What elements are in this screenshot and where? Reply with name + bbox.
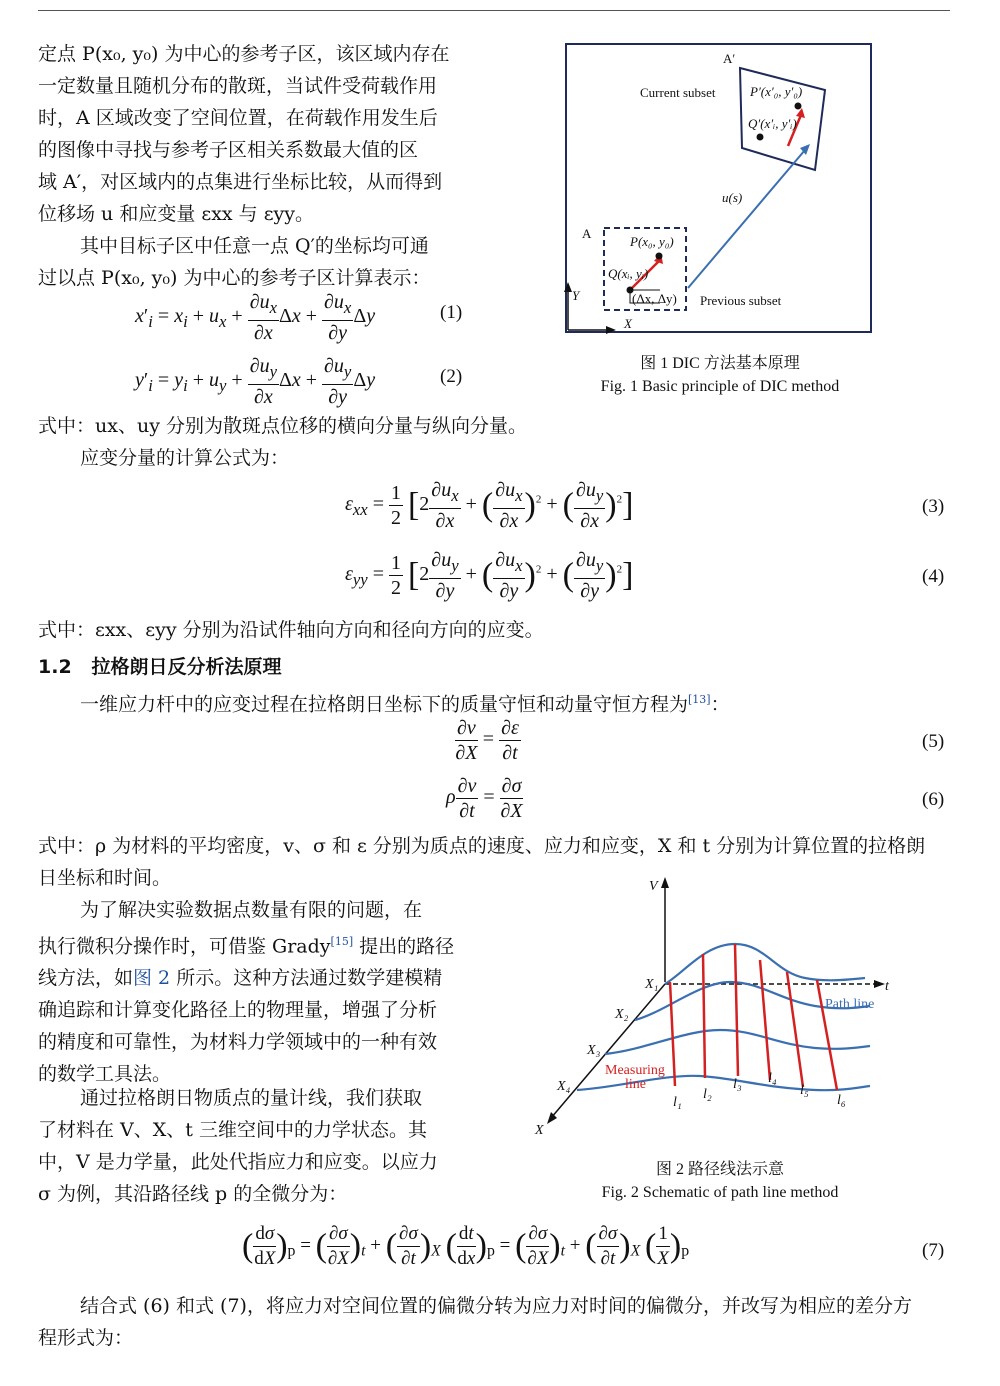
figure-1-caption-en: Fig. 1 Basic principle of DIC method [600,378,840,395]
text-span: 执行微积分操作时，可借鉴 Grady [38,935,331,958]
measuring-line-3 [735,944,738,1076]
paragraph-1 [38,38,468,230]
label-previous-subset: Previous subset [700,293,782,308]
label-Q: Q(xᵢ, yᵢ) [608,266,649,281]
figure-2-caption-en: Fig. 2 Schematic of path line method [601,1184,839,1201]
text-line: 通过拉格朗日物质点的量计线，我们获取 [80,1087,423,1109]
text-line: 中，V 是力学量，此处代指应力和应变。以应力 [38,1151,438,1173]
axis-X-label: X [624,316,632,331]
v-axis-arrow [661,877,669,888]
label-X1: X₁ [645,977,659,992]
displacement-vector [688,150,805,288]
text-line: 过以点 P(x₀, y₀) 为中心的参考子区计算表示： [38,267,431,289]
label-l5: l₅ [800,1083,809,1098]
text-line: σ 为例，其沿路径线 p 的全微分为： [38,1183,348,1205]
text-line: 式中：ρ 为材料的平均密度，v、σ 和 ε 分别为质点的速度、应力和应变，X 和 t 分别为计算位置的拉格朗 [38,835,926,857]
point-P-prime [795,103,802,110]
paragraph-8 [38,894,478,1090]
section-title: 拉格朗日反分析法原理 [91,656,282,678]
text-line: 时，A 区域改变了空间位置，在荷载作用发生后 [38,107,438,129]
paragraph-3: 式中：ux、uy 分别为散斑点位移的横向分量与纵向分量。 [38,415,527,437]
equation-1: $x'_i = x_i + u_x$ + $\frac{\partial u_x}{\partial x}$ Δx + $\frac{\partial u_x}{\partial y}$ Δy [135,291,376,344]
paragraph-5: 式中：εxx、εyy 分别为沿试件轴向方向和径向方向的应变。 [38,619,544,641]
equation-number-4: (4) [922,566,945,587]
equation-number-7: (7) [922,1240,945,1261]
text-line: 为了解决实验数据点数量有限的问题，在 [80,899,423,921]
figure-2-caption-cn: 图 2 路径线法示意 [655,1161,784,1178]
text-line [38,962,478,994]
axis-X-label: X [535,1123,544,1138]
text-span: 所示。这种方法通过数学建模精 [176,967,443,990]
x-axis [551,984,665,1118]
equation-number-3: (3) [922,496,945,517]
paragraph-4: 应变分量的计算公式为： [80,447,290,469]
label-l1: l₁ [673,1095,682,1110]
measuring-line-2 [703,954,705,1078]
text-span: 一维应力杆中的应变过程在拉格朗日坐标下的质量守恒和动量守恒方程为 [80,693,689,716]
path-line-label: Path line [825,997,875,1012]
text-line: 结合式 (6) 和式 (7)，将应力对空间位置的偏微分转为应力对时间的偏微分，并改写为相应的差分方 [80,1295,912,1317]
label-Q-prime: Q′(x′ᵢ, y′ᵢ) [748,116,797,131]
label-P: P(x₀, y₀) [630,234,674,249]
figure-2-path-line-diagram [525,872,905,1142]
axis-t-label: t [885,979,889,994]
text-span: 提出的路径 [359,935,455,958]
section-number: 1.2 [38,656,72,678]
label-l4: l₄ [768,1071,777,1086]
equation-3: $\varepsilon_{xx}$ = $\frac{1}{2}$ [2 $\frac{\partial u_x}{\partial x}$ + ( $\frac{\partial u_x}{\partial x}$ )$^2$ + ( $\frac{\partial u_y}{\partial x}$ )$^2$] [345,479,634,532]
label-delta: (Δx, Δy) [632,291,677,306]
figure-1-dic-diagram [560,38,880,338]
header-rule [38,10,950,11]
equation-2: $y'_i = y_i + u_y$ + $\frac{\partial u_y}{\partial x}$ Δx + $\frac{\partial u_y}{\partial y}$ Δy [135,355,376,408]
equation-7: ( $\frac{d\sigma}{dX}$ )$_p$ = ( $\frac{\partial\sigma}{\partial X}$ )$_t$ + ( $\frac{\partial\sigma}{\partial t}$ )$_X$ ( $\frac{dt}{dx}$ )$_p$ = ( $\frac{\partial\sigma}{\partial X}$ )$_t$ + ( $\frac{\partial\sigma}{\partial t}$ )$_X$ ( $\frac{1}{X}$ )$_p$ [242,1223,690,1269]
citation-15[interactable]: [15] [330,935,354,948]
text-line: 的精度和可靠性，为材料力学领域中的一种有效 [38,1031,438,1054]
measuring-line-1 [670,982,675,1086]
citation-13[interactable]: [13] [688,693,711,706]
point-P [656,253,663,260]
point-Q-prime [757,134,764,141]
measuring-line-5 [787,972,803,1087]
label-A: A [582,226,592,241]
label-X2: X₂ [615,1007,629,1022]
measuring-line-label-2: line [625,1077,646,1092]
paragraph-10 [38,1290,950,1354]
text-line: 日坐标和时间。 [38,867,172,889]
label-l2: l₂ [703,1087,712,1102]
label-P-prime: P′(x′₀, y′₀) [750,84,803,99]
equation-number-5: (5) [922,731,945,752]
label-A-prime: A′ [723,51,736,66]
equation-6: ρ $\frac{\partial v}{\partial t}$ = $\frac{\partial\sigma}{\partial X}$ [446,775,523,822]
text-line: 其中目标子区中任意一点 Q′的坐标均可通 [80,235,429,257]
paragraph-2 [38,230,470,294]
equation-5: $\frac{\partial v}{\partial X}$ = $\frac{\partial\varepsilon}{\partial t}$ [455,717,519,764]
text-line: 一定数量且随机分布的散斑，当试件受荷载作用 [38,75,438,97]
measuring-line-4 [760,960,770,1080]
paragraph-9 [38,1082,478,1210]
text-span: 线方法，如 [38,967,134,990]
equation-number-6: (6) [922,789,945,810]
text-line: 确追踪和计算变化路径上的物理量，增强了分析 [38,999,438,1022]
label-l6: l₆ [837,1093,846,1108]
label-current-subset: Current subset [640,85,716,100]
label-X4: X₄ [557,1079,571,1094]
measuring-line-label-1: Measuring [605,1063,665,1078]
text-line: 的数学工具法。 [38,1063,172,1086]
label-X3: X₃ [587,1043,601,1058]
text-line: 了材料在 V、X、t 三维空间中的力学状态。其 [38,1119,427,1141]
section-heading [38,652,282,679]
equation-4: $\varepsilon_{yy}$ = $\frac{1}{2}$ [2 $\frac{\partial u_y}{\partial y}$ + ( $\frac{\partial u_x}{\partial y}$ )$^2$ + ( $\frac{\partial u_y}{\partial y}$ )$^2$] [345,549,634,602]
equation-number-2: (2) [440,366,463,387]
paragraph-6: 一维应力杆中的应变过程在拉格朗日坐标下的质量守恒和动量守恒方程为[13]： [80,693,730,716]
text-line [38,926,478,962]
outer-frame [566,44,871,332]
equation-number-1: (1) [440,302,463,323]
figure-2-link[interactable]: 图 2 [133,967,171,990]
label-l3: l₃ [733,1077,742,1092]
text-line: 域 A′，对区域内的点集进行坐标比较，从而得到 [38,171,443,193]
label-us: u(s) [722,190,743,205]
t-axis-arrow [874,980,885,988]
text-line: 定点 P(x₀, y₀) 为中心的参考子区，该区域内存在 [38,43,450,65]
text-line: 程形式为： [38,1327,134,1349]
text-line: 的图像中寻找与参考子区相关系数最大值的区 [38,139,419,161]
axis-Y-label: Y [572,288,580,303]
cur-red-arrowhead [796,108,805,118]
figure-1-caption-cn: 图 1 DIC 方法基本原理 [640,355,800,372]
axis-V-label: V [649,879,658,894]
text-line: 位移场 u 和应变量 εxx 与 εyy。 [38,203,315,225]
path-line-x1 [665,944,865,984]
